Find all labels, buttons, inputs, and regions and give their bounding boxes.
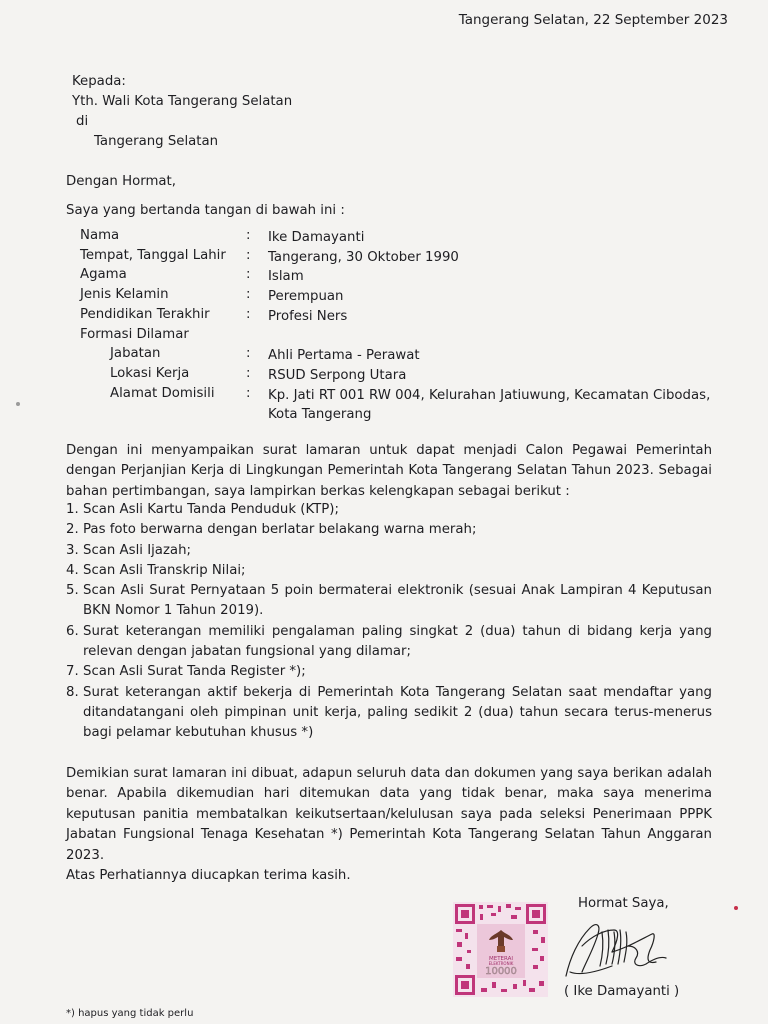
- list-item: [66, 561, 712, 581]
- list-text: Scan Asli Kartu Tanda Penduduk (KTP);: [83, 502, 339, 517]
- list-item: [66, 581, 712, 622]
- list-text: Pas foto berwarna dengan berlatar belakang warna merah;: [83, 522, 477, 538]
- list-item: [66, 500, 712, 520]
- list-text: Surat keterangan aktif bekerja di Pemerintah Kota Tangerang Selatan saat mendaftar yang ditandatangani oleh pimpinan unit kerja, paling sedikit 2 (dua) tahun secara terus-menerus bagi pelamar kebutuhan khusus *): [83, 684, 712, 741]
- identity-row: [80, 386, 710, 425]
- identity-row: [80, 287, 710, 307]
- intro-line: Saya yang bertanda tangan di bawah ini :: [66, 203, 345, 218]
- scan-speck: [734, 906, 738, 910]
- list-text: Scan Asli Transkrip Nilai;: [83, 562, 246, 578]
- list-text: Scan Asli Surat Tanda Register *);: [83, 664, 306, 680]
- list-number: 6.: [66, 623, 79, 639]
- identity-row: [80, 267, 710, 287]
- list-item: [66, 622, 712, 663]
- identity-value: [268, 386, 710, 425]
- address-recipient: Yth. Wali Kota Tangerang Selatan: [72, 94, 293, 109]
- greeting: Dengan Hormat,: [66, 174, 176, 189]
- list-number: 8.: [66, 684, 79, 700]
- identity-value: Islam: [268, 269, 304, 285]
- list-number: 7.: [66, 664, 79, 680]
- identity-table: [80, 228, 710, 425]
- attachment-list: [66, 500, 712, 744]
- list-item: [66, 520, 712, 540]
- scan-speck: [16, 402, 20, 406]
- identity-colon: :: [246, 385, 251, 401]
- identity-row: [80, 307, 710, 327]
- address-block: [72, 72, 292, 152]
- list-item: [66, 683, 712, 744]
- signature-closing: Hormat Saya,: [578, 896, 669, 911]
- list-item: [66, 662, 712, 682]
- identity-label: Formasi Dilamar: [80, 326, 189, 342]
- identity-value: Profesi Ners: [268, 308, 348, 324]
- address-to: Kepada:: [72, 74, 126, 89]
- identity-colon: :: [246, 247, 251, 263]
- list-text: Scan Asli Surat Pernyataan 5 poin bermaterai elektronik (sesuai Anak Lampiran 4 Keputusan BKN Nomor 1 Tahun 2019).: [83, 583, 712, 619]
- identity-colon: :: [246, 346, 251, 362]
- list-item: [66, 541, 712, 561]
- identity-label: Tempat, Tanggal Lahir: [80, 247, 226, 263]
- identity-row: [80, 228, 710, 248]
- thanks-line: Atas Perhatiannya diucapkan terima kasih.: [66, 868, 351, 883]
- list-text: Surat keterangan memiliki pengalaman paling singkat 2 (dua) tahun di bidang kerja yang relevan dengan jabatan fungsional yang dilamar;: [83, 623, 712, 660]
- identity-label: Pendidikan Terakhir: [80, 306, 210, 322]
- identity-colon: :: [246, 267, 251, 283]
- identity-label: Agama: [80, 267, 127, 283]
- identity-label: Jabatan: [110, 346, 161, 362]
- identity-value: Perempuan: [268, 289, 344, 305]
- identity-label: Lokasi Kerja: [110, 365, 190, 381]
- list-number: 4.: [66, 562, 79, 578]
- list-number: 2.: [66, 522, 79, 538]
- identity-colon: :: [246, 228, 251, 243]
- signatory-name: ( Ike Damayanti ): [564, 984, 680, 999]
- body-paragraph: Dengan ini menyampaikan surat lamaran untuk dapat menjadi Calon Pegawai Pemerintah dengan Perjanjian Kerja di Lingkungan Pemerintah Kota Tangerang Selatan Tahun 2023. Sebagai bahan pertimbangan, saya lampirkan berkas kelengkapan sebagai berikut :: [66, 443, 712, 499]
- stamp-value: 10000: [485, 966, 517, 977]
- list-number: 3.: [66, 542, 79, 558]
- identity-label: Alamat Domisili: [110, 385, 215, 401]
- identity-row: [80, 346, 710, 366]
- identity-colon: :: [246, 365, 251, 381]
- identity-row: [80, 248, 710, 268]
- identity-row-heading: [80, 327, 710, 347]
- identity-value: RSUD Serpong Utara: [268, 367, 407, 383]
- identity-label: Jenis Kelamin: [80, 287, 169, 303]
- address-city: Tangerang Selatan: [94, 134, 219, 149]
- handwritten-signature: [556, 906, 680, 982]
- list-number: 5.: [66, 583, 79, 599]
- list-text: Scan Asli Ijazah;: [83, 542, 191, 558]
- identity-value: Tangerang, 30 Oktober 1990: [268, 249, 459, 265]
- place-date: Tangerang Selatan, 22 September 2023: [458, 12, 728, 28]
- identity-value: Ahli Pertama - Perawat: [268, 348, 420, 364]
- identity-label: Nama: [80, 228, 120, 243]
- identity-colon: :: [246, 287, 251, 303]
- e-meterai-stamp: [453, 902, 548, 997]
- identity-row: [80, 366, 710, 386]
- closing-paragraph: Demikian surat lamaran ini dibuat, adapun seluruh data dan dokumen yang saya berikan adalah benar. Apabila dikemudian hari ditemukan data yang tidak benar, maka saya menerima keputusan panitia membatalkan keikutsertaan/kelulusan saya pada seleksi Penerimaan PPPK Jabatan Fungsional Tenaga Kesehatan *) Pemerintah Kota Tangerang Selatan Tahun Anggaran 2023.: [66, 766, 712, 863]
- address-at: di: [76, 114, 89, 129]
- address-line-2: Kota Tangerang: [268, 407, 372, 423]
- stamp-text-1: METERAI: [488, 956, 514, 962]
- address-line-1: Kp. Jati RT 001 RW 004, Kelurahan Jatiuwung, Kecamatan Cibodas,: [268, 387, 711, 403]
- list-number: 1.: [66, 502, 79, 517]
- footnote: *) hapus yang tidak perlu: [66, 1008, 194, 1019]
- identity-colon: :: [246, 306, 251, 322]
- stamp-text-2: ELEKTRONIK: [488, 961, 514, 966]
- identity-value: Ike Damayanti: [268, 230, 365, 245]
